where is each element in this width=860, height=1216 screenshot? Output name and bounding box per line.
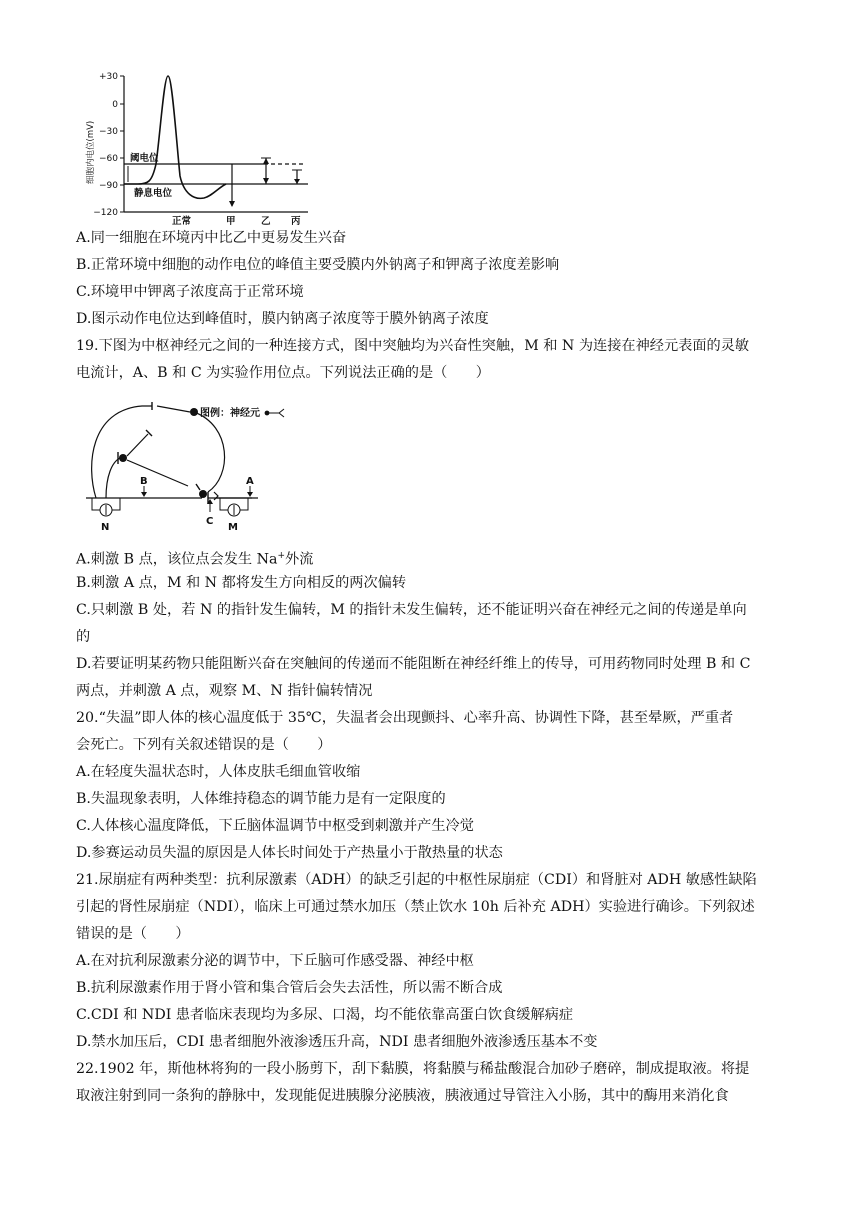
y-tick: −120 (93, 208, 118, 218)
neuron-circuit-figure (82, 396, 292, 536)
q22-stem: 22.1902 年，斯他林将狗的一段小肠剪下，刮下黏膜，将黏膜与稀盐酸混合加砂子磨碎，制成提取液。将提 (76, 1061, 750, 1077)
q21-stem: 引起的肾性尿崩症（NDI），临床上可通过禁水加压（禁止饮水 10h 后补充 ADH）实验进行确诊。下列叙述 (76, 899, 755, 915)
q21-option-a: A.在对抗利尿激素分泌的调节中，下丘脑可作感受器、神经中枢 (76, 953, 474, 969)
q21-stem: 21.尿崩症有两种类型：抗利尿激素（ADH）的缺乏引起的中枢性尿崩症（CDI）和肾脏对 ADH 敏感性缺陷 (76, 872, 757, 888)
q18-option-b: B.正常环境中细胞的动作电位的峰值主要受膜内外钠离子和钾离子浓度差影响 (76, 257, 560, 273)
action-potential-figure (76, 66, 326, 226)
y-tick: −30 (99, 127, 118, 137)
point-a-label: A (246, 476, 254, 487)
q22-stem: 取液注射到同一条狗的静脉中，发现能促进胰腺分泌胰液，胰液通过导管注入小肠，其中的酶用来消化食 (76, 1088, 729, 1104)
q20-stem: 20.“失温”即人体的核心温度低于 35℃，失温者会出现颤抖、心率升高、协调性下降，甚至晕厥，严重者 (76, 710, 734, 726)
x-label-yi: 乙 (261, 216, 271, 226)
q19-option-b: B.刺激 A 点，M 和 N 都将发生方向相反的两次偏转 (76, 575, 407, 591)
x-label-jia: 甲 (226, 216, 236, 226)
point-c-label: C (206, 516, 214, 527)
q19-option-d: D.若要证明某药物只能阻断兴奋在突触间的传递而不能阻断在神经纤维上的传导，可用药物同时处理 B 和 C (76, 656, 751, 672)
threshold-label: 阈电位 (130, 153, 159, 164)
q19-option-a (76, 546, 313, 570)
q21-option-c: C.CDI 和 NDI 患者临床表现均为多尿、口渴，均不能依靠高蛋白饮食缓解病症 (76, 1007, 574, 1023)
q18-option-a: A.同一细胞在环境丙中比乙中更易发生兴奋 (76, 230, 347, 246)
q18-option-d: D.图示动作电位达到峰值时，膜内钠离子浓度等于膜外钠离子浓度 (76, 311, 489, 327)
y-tick: +30 (99, 72, 118, 82)
figure-legend: 图例：神经元 (200, 408, 260, 419)
resting-label: 静息电位 (134, 188, 173, 199)
meter-n-label: N (101, 522, 110, 533)
q19-option-c: 的 (76, 629, 91, 645)
y-axis-label: 细胞内电位(mV) (86, 120, 96, 184)
q19-option-c: C.只刺激 B 处，若 N 的指针发生偏转，M 的指针未发生偏转，还不能证明兴奋在神经元之间的传递是单向 (76, 602, 747, 618)
q19-stem: 19.下图为中枢神经元之间的一种连接方式，图中突触均为兴奋性突触，M 和 N 为连接在神经元表面的灵敏 (76, 338, 750, 354)
q20-stem: 会死亡。下列有关叙述错误的是（ ） (76, 737, 332, 753)
q21-stem: 错误的是（ ） (76, 926, 190, 942)
q20-option-a: A.在轻度失温状态时，人体皮肤毛细血管收缩 (76, 764, 361, 780)
q19-option-a-text: 外流 (285, 551, 314, 568)
q19-stem: 电流计，A、B 和 C 为实验作用位点。下列说法正确的是（ ） (76, 365, 490, 381)
y-tick: 0 (112, 100, 118, 110)
q20-option-c: C.人体核心温度降低，下丘脑体温调节中枢受到刺激并产生冷觉 (76, 818, 474, 834)
x-label-bing: 丙 (291, 216, 301, 226)
q21-option-d: D.禁水加压后，CDI 患者细胞外液渗透压升高，NDI 患者细胞外液渗透压基本不变 (76, 1034, 598, 1050)
q20-option-b: B.失温现象表明，人体维持稳态的调节能力是有一定限度的 (76, 791, 446, 807)
q19-option-d: 两点，并刺激 A 点，观察 M、N 指针偏转情况 (76, 683, 373, 699)
y-tick: −90 (99, 181, 118, 191)
x-label-normal: 正常 (172, 216, 192, 226)
q21-option-b: B.抗利尿激素作用于肾小管和集合管后会失去活性，所以需不断合成 (76, 980, 503, 996)
superscript: + (277, 551, 286, 561)
y-tick: −60 (99, 154, 118, 164)
point-b-label: B (140, 476, 148, 487)
q19-option-a-text: A.刺激 B 点，该位点会发生 Na (76, 551, 278, 568)
meter-m-label: M (228, 522, 238, 533)
q20-option-d: D.参赛运动员失温的原因是人体长时间处于产热量小于散热量的状态 (76, 845, 503, 861)
q18-option-c: C.环境甲中钾离子浓度高于正常环境 (76, 284, 304, 300)
